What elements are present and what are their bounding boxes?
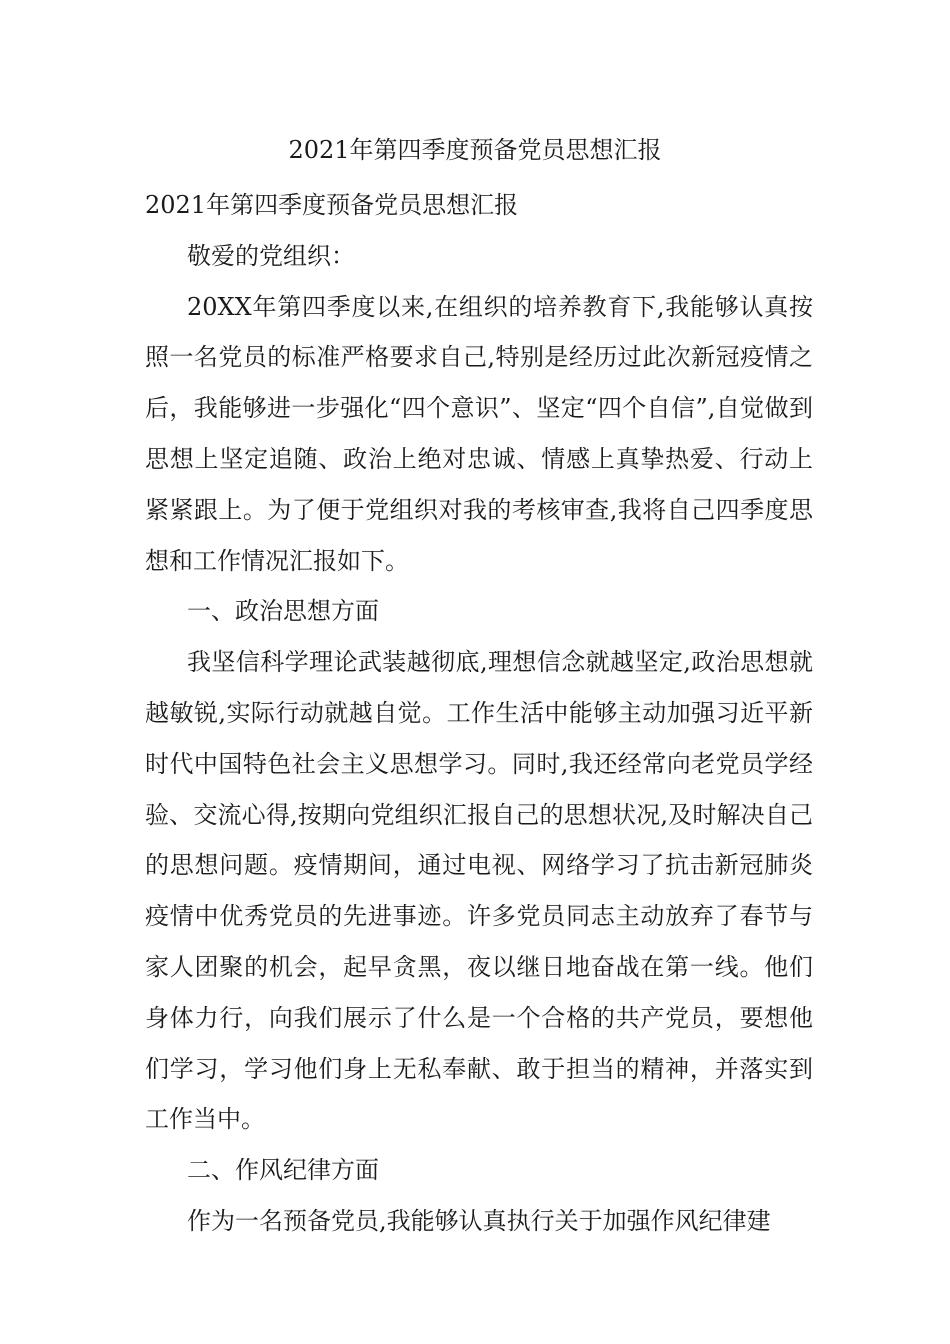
document-title: 2021年第四季度预备党员思想汇报: [288, 136, 662, 164]
section-heading-discipline: 二、作风纪律方面: [187, 1156, 379, 1185]
document-body: [145, 180, 813, 1247]
paragraph-intro: 20XX年第四季度以来,在组织的培养教育下,我能够认真按照一名党员的标准严格要求自己,特别是经历过此次新冠疫情之后，我能够进一步强化“四个意识”、坚定“四个自信”,自觉做到思想上坚定追随、政治上绝对忠诚、情感上真挚热爱、行动上紧紧跟上。为了便于党组织对我的考核审查,我将自己四季度思想和工作情况汇报如下。: [145, 292, 813, 575]
section-heading-political: 一、政治思想方面: [187, 597, 379, 626]
paragraph-discipline: 作为一名预备党员,我能够认真执行关于加强作风纪律建: [187, 1206, 771, 1235]
salutation: 敬爱的党组织：: [187, 241, 355, 270]
document-subtitle: 2021年第四季度预备党员思想汇报: [145, 191, 519, 219]
paragraph-political: 我坚信科学理论武装越彻底,理想信念就越坚定,政治思想就越敏锐,实际行动就越自觉。工作生活中能够主动加强习近平新时代中国特色社会主义思想学习。同时,我还经常向老党员学经验、交流心得,按期向党组织汇报自己的思想状况,及时解决自己的思想问题。疫情期间，通过电视、网络学习了抗击新冠肺炎疫情中优秀党员的先进事迹。许多党员同志主动放弃了春节与家人团聚的机会，起早贪黑，夜以继日地奋战在第一线。他们身体力行，向我们展示了什么是一个合格的共产党员，要想他们学习，学习他们身上无私奉献、敢于担当的精神，并落实到工作当中。: [145, 648, 813, 1134]
